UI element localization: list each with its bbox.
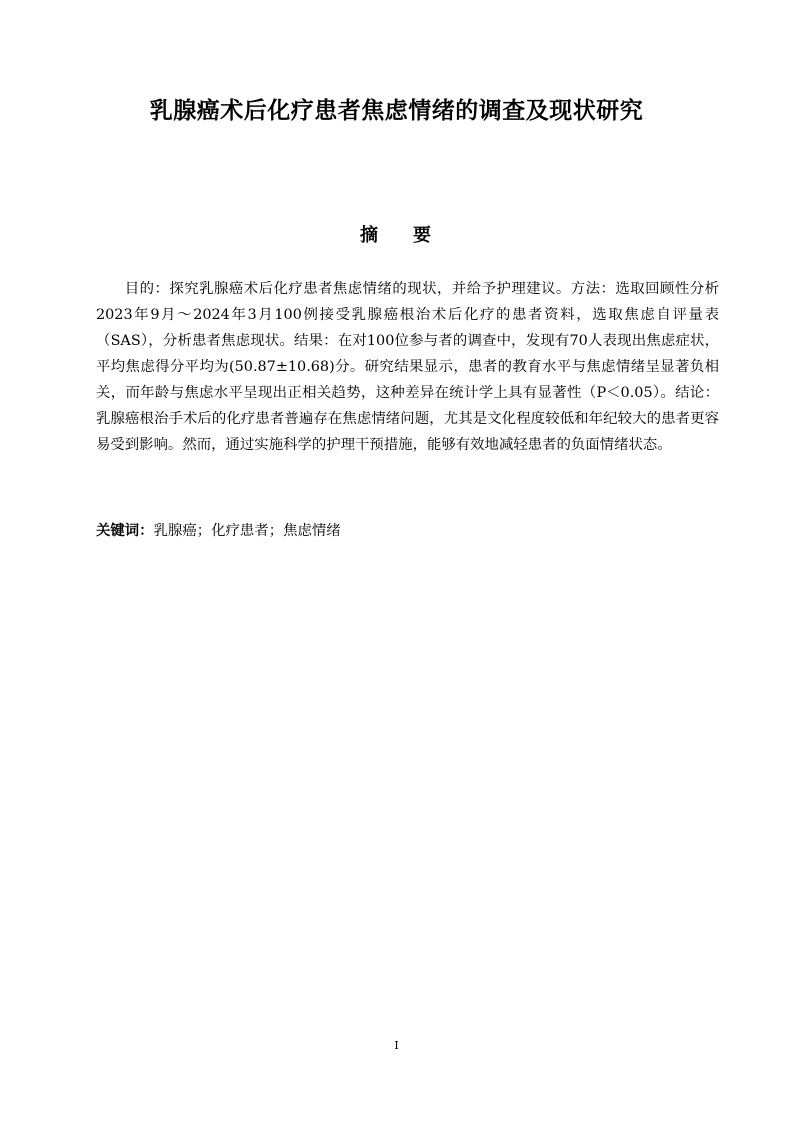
document-title: 乳腺癌术后化疗患者焦虑情绪的调查及现状研究 — [149, 98, 644, 124]
keywords-value: 乳腺癌；化疗患者；焦虑情绪 — [153, 523, 341, 539]
keywords-label: 关键词： — [96, 523, 154, 539]
abstract-heading: 摘 要 — [359, 225, 434, 246]
keywords-line — [96, 518, 719, 544]
abstract-body: 目的：探究乳腺癌术后化疗患者焦虑情绪的现状，并给予护理建议。方法：选取回顾性分析2023年9月～2024年3月100例接受乳腺癌根治术后化疗的患者资料，选取焦虑自评量表（SAS），分析患者焦虑现状。结果：在对100位参与者的调查中，发现有70人表现出焦虑症状，平均焦虑得分平均为(50.87±10.68)分。研究结果显示，患者的教育水平与焦虑情绪呈显著负相关，而年龄与焦虑水平呈现出正相关趋势，这种差异在统计学上具有显著性（P＜0.05）。结论：乳腺癌根治手术后的化疗患者普遍存在焦虑情绪问题，尤其是文化程度较低和年纪较大的患者更容易受到影响。然而，通过实施科学的护理干预措施，能够有效地减轻患者的负面情绪状态。 — [96, 281, 719, 453]
page-number: I — [394, 1039, 399, 1052]
